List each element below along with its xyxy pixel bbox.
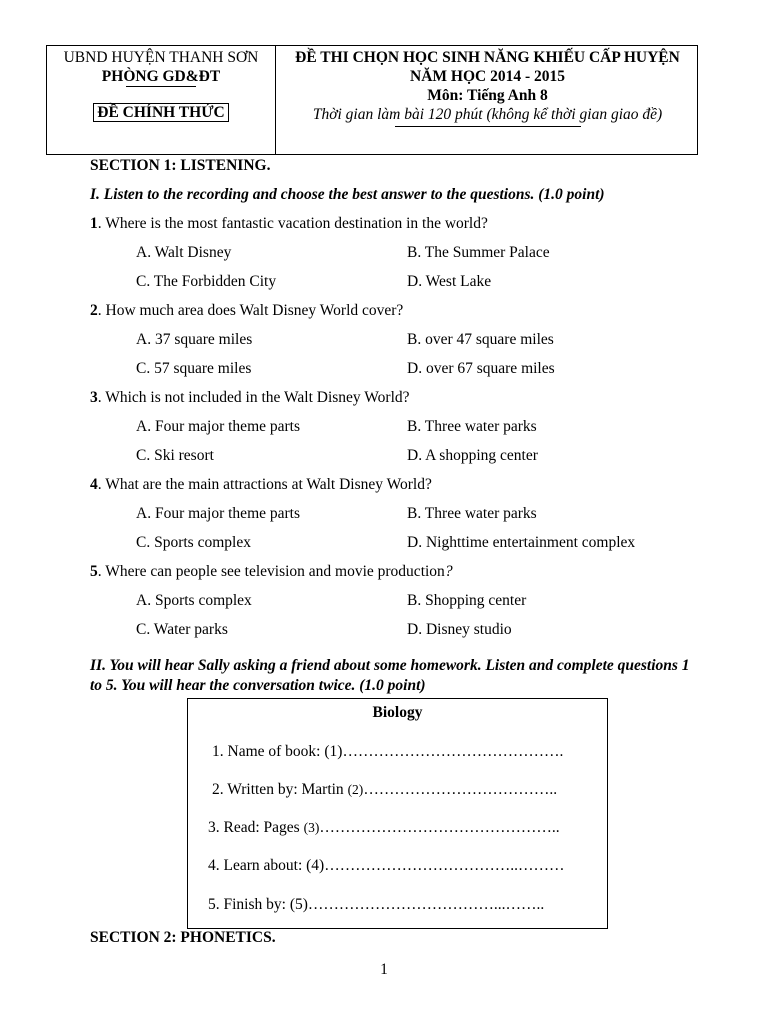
part1-instruction: I. Listen to the recording and choose the best answer to the questions. (1.0 point)	[90, 186, 605, 203]
exam-header	[46, 45, 698, 155]
option-a: A. Sports complex	[136, 592, 252, 609]
biology-form	[187, 698, 608, 929]
option-a: A. Walt Disney	[136, 244, 232, 261]
option-d: D. Disney studio	[407, 621, 512, 638]
form-row-5	[208, 896, 544, 914]
option-c: C. 57 square miles	[136, 360, 252, 377]
school-year: NĂM HỌC 2014 - 2015	[410, 68, 565, 85]
question-mark: ?	[444, 563, 453, 580]
option-d: D. over 67 square miles	[407, 360, 555, 377]
time-allowed: Thời gian làm bài 120 phút (không kể thời gian giao đề)	[312, 106, 663, 123]
question-text: . Which is not included in the Walt Disney World?	[97, 389, 410, 406]
question-4	[90, 476, 432, 494]
part2-instruction-line2: to 5. You will hear the conversation twice. (1.0 point)	[90, 677, 426, 694]
header-left	[47, 46, 275, 122]
question-1	[90, 215, 488, 233]
question-text: . How much area does Walt Disney World cover?	[97, 302, 404, 319]
option-b: B. The Summer Palace	[407, 244, 550, 261]
question-number: 5	[90, 563, 98, 580]
option-d: D. A shopping center	[407, 447, 538, 464]
time-underline	[395, 126, 581, 127]
section1-title: SECTION 1: LISTENING.	[90, 157, 271, 174]
option-a: A. Four major theme parts	[136, 505, 301, 522]
page-number: 1	[380, 961, 388, 978]
option-a: A. Four major theme parts	[136, 418, 301, 435]
question-3	[90, 389, 410, 407]
option-b: B. Shopping center	[407, 592, 527, 609]
question-2	[90, 302, 403, 320]
department-name: PHÒNG GD&ĐT	[101, 68, 221, 85]
form-row-3	[208, 819, 560, 837]
option-b: B. Three water parks	[407, 418, 537, 435]
row-blank[interactable]: ………………………………..………	[324, 857, 565, 874]
row-blank[interactable]: ………………………………………..	[319, 819, 560, 836]
authority-name: UBND HUYỆN THANH SƠN	[63, 49, 259, 66]
section2-title: SECTION 2: PHONETICS.	[90, 929, 276, 946]
option-b: B. Three water parks	[407, 505, 537, 522]
option-c: C. The Forbidden City	[136, 273, 277, 290]
row-blank[interactable]: ………………………………...……..	[307, 896, 545, 913]
subject: Môn: Tiếng Anh 8	[427, 87, 548, 104]
option-b: B. over 47 square miles	[407, 331, 554, 348]
form-row-2	[212, 781, 557, 799]
question-number: 4	[90, 476, 98, 493]
option-d: D. Nighttime entertainment complex	[407, 534, 636, 551]
option-d: D. West Lake	[407, 273, 492, 290]
row-blank[interactable]: …………………………………….	[342, 743, 564, 760]
question-number: 2	[90, 302, 98, 319]
question-text: . Where is the most fantastic vacation destination in the world?	[97, 215, 488, 232]
exam-title: ĐỀ THI CHỌN HỌC SINH NĂNG KHIẾU CẤP HUYỆN	[295, 49, 680, 66]
row-number: (3)	[303, 820, 320, 835]
form-title: Biology	[372, 704, 423, 721]
header-right	[276, 46, 699, 127]
row-label: 4. Learn about: (4)	[208, 857, 325, 874]
official-stamp: ĐỀ CHÍNH THỨC	[93, 103, 228, 122]
row-blank[interactable]: ………………………………..	[363, 781, 558, 798]
row-label: 2. Written by: Martin	[212, 781, 348, 798]
question-number: 3	[90, 389, 98, 406]
form-row-4	[208, 857, 564, 875]
form-row-1	[212, 743, 563, 761]
question-text: . Where can people see television and movie production	[97, 563, 445, 580]
option-a: A. 37 square miles	[136, 331, 253, 348]
question-number: 1	[90, 215, 98, 232]
row-label: 5. Finish by: (5)	[208, 896, 308, 913]
option-c: C. Water parks	[136, 621, 228, 638]
part2-instruction-line1: II. You will hear Sally asking a friend about some homework. Listen and complete questions 1	[90, 657, 690, 674]
row-label: 1. Name of book: (1)	[212, 743, 343, 760]
department-underline	[126, 86, 196, 87]
row-number: (2)	[347, 782, 364, 797]
row-label: 3. Read: Pages	[208, 819, 304, 836]
question-5	[90, 563, 453, 581]
question-text: . What are the main attractions at Walt Disney World?	[97, 476, 432, 493]
option-c: C. Sports complex	[136, 534, 251, 551]
option-c: C. Ski resort	[136, 447, 214, 464]
